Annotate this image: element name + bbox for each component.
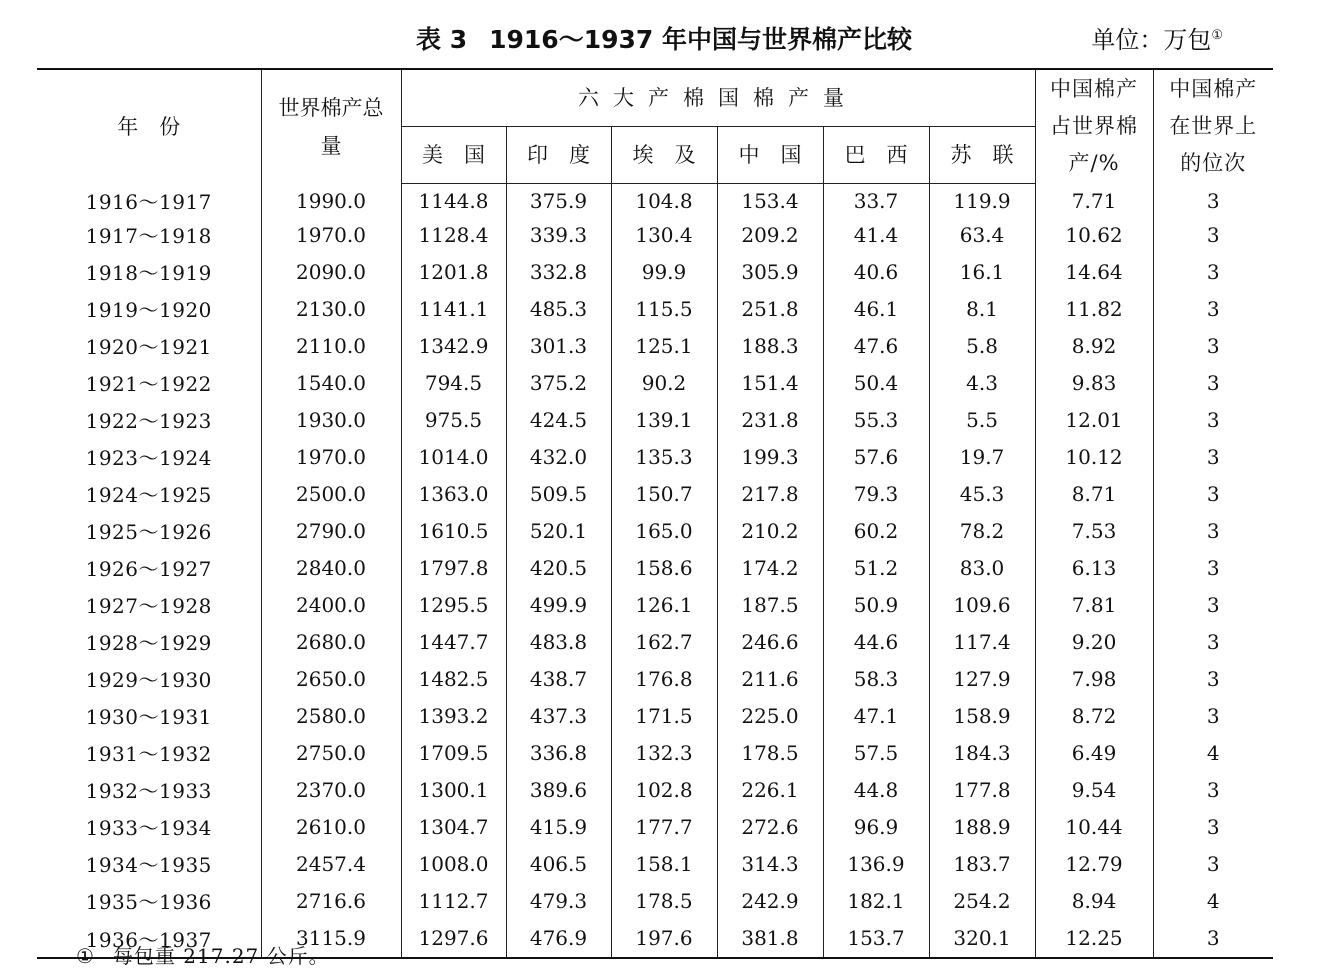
cell-china-share: 9.54 bbox=[1035, 771, 1153, 808]
cell-year: 1932～1933 bbox=[37, 771, 261, 808]
cell-ussr: 254.2 bbox=[929, 882, 1035, 919]
cell-usa: 1610.5 bbox=[401, 512, 506, 549]
unit-label bbox=[1091, 20, 1223, 55]
cell-egypt: 126.1 bbox=[611, 586, 717, 623]
cell-china: 225.0 bbox=[717, 697, 823, 734]
cell-year: 1936～1937 bbox=[37, 919, 261, 958]
cell-usa: 1393.2 bbox=[401, 697, 506, 734]
cell-ussr: 109.6 bbox=[929, 586, 1035, 623]
cell-india: 509.5 bbox=[506, 475, 611, 512]
cell-china-share: 9.83 bbox=[1035, 364, 1153, 401]
cell-year: 1933～1934 bbox=[37, 808, 261, 845]
cell-world-total: 3115.9 bbox=[261, 919, 401, 958]
cell-brazil: 50.9 bbox=[823, 586, 929, 623]
cell-ussr: 83.0 bbox=[929, 549, 1035, 586]
cell-china-share: 12.25 bbox=[1035, 919, 1153, 958]
cell-china-rank: 3 bbox=[1153, 438, 1273, 475]
cell-ussr: 183.7 bbox=[929, 845, 1035, 882]
table-row bbox=[37, 771, 1273, 808]
table-row bbox=[37, 734, 1273, 771]
cell-brazil: 51.2 bbox=[823, 549, 929, 586]
cell-world-total: 2610.0 bbox=[261, 808, 401, 845]
cell-egypt: 197.6 bbox=[611, 919, 717, 958]
cell-china-rank: 3 bbox=[1153, 697, 1273, 734]
cell-usa: 1297.6 bbox=[401, 919, 506, 958]
cell-year: 1934～1935 bbox=[37, 845, 261, 882]
header-china-rank: 中国棉产在世界上的位次 bbox=[1153, 69, 1273, 184]
cell-year: 1916～1917 bbox=[37, 184, 261, 217]
cell-ussr: 188.9 bbox=[929, 808, 1035, 845]
cell-brazil: 182.1 bbox=[823, 882, 929, 919]
cell-china-rank: 3 bbox=[1153, 771, 1273, 808]
cell-brazil: 47.1 bbox=[823, 697, 929, 734]
cell-egypt: 150.7 bbox=[611, 475, 717, 512]
table-number: 表 3 bbox=[416, 25, 468, 54]
cell-world-total: 1990.0 bbox=[261, 184, 401, 217]
cell-china-share: 14.64 bbox=[1035, 253, 1153, 290]
cell-india: 375.9 bbox=[506, 184, 611, 217]
header-country: 苏 联 bbox=[929, 127, 1035, 184]
table-row bbox=[37, 845, 1273, 882]
cell-china: 242.9 bbox=[717, 882, 823, 919]
cell-china-rank: 4 bbox=[1153, 734, 1273, 771]
cell-ussr: 184.3 bbox=[929, 734, 1035, 771]
cell-ussr: 127.9 bbox=[929, 660, 1035, 697]
table-row bbox=[37, 512, 1273, 549]
header-country: 埃 及 bbox=[611, 127, 717, 184]
cell-china-share: 6.13 bbox=[1035, 549, 1153, 586]
table-row bbox=[37, 184, 1273, 217]
cell-india: 476.9 bbox=[506, 919, 611, 958]
cell-world-total: 2750.0 bbox=[261, 734, 401, 771]
header-country: 巴 西 bbox=[823, 127, 929, 184]
table-row bbox=[37, 401, 1273, 438]
cell-brazil: 33.7 bbox=[823, 184, 929, 217]
cell-world-total: 2580.0 bbox=[261, 697, 401, 734]
cell-brazil: 57.6 bbox=[823, 438, 929, 475]
cell-china-share: 12.79 bbox=[1035, 845, 1153, 882]
cell-egypt: 176.8 bbox=[611, 660, 717, 697]
cell-brazil: 44.6 bbox=[823, 623, 929, 660]
cell-china-rank: 3 bbox=[1153, 475, 1273, 512]
cell-year: 1929～1930 bbox=[37, 660, 261, 697]
cell-world-total: 1540.0 bbox=[261, 364, 401, 401]
cell-egypt: 158.6 bbox=[611, 549, 717, 586]
cell-usa: 1112.7 bbox=[401, 882, 506, 919]
cell-china-share: 8.72 bbox=[1035, 697, 1153, 734]
cell-world-total: 2790.0 bbox=[261, 512, 401, 549]
cell-world-total: 2110.0 bbox=[261, 327, 401, 364]
cell-egypt: 177.7 bbox=[611, 808, 717, 845]
cell-egypt: 104.8 bbox=[611, 184, 717, 217]
cell-ussr: 177.8 bbox=[929, 771, 1035, 808]
cell-china-share: 10.44 bbox=[1035, 808, 1153, 845]
cell-india: 520.1 bbox=[506, 512, 611, 549]
table-row bbox=[37, 808, 1273, 845]
cell-brazil: 44.8 bbox=[823, 771, 929, 808]
cell-year: 1931～1932 bbox=[37, 734, 261, 771]
cell-brazil: 50.4 bbox=[823, 364, 929, 401]
cell-brazil: 153.7 bbox=[823, 919, 929, 958]
cell-china-rank: 3 bbox=[1153, 364, 1273, 401]
cell-china-share: 8.94 bbox=[1035, 882, 1153, 919]
cell-usa: 975.5 bbox=[401, 401, 506, 438]
header-country: 印 度 bbox=[506, 127, 611, 184]
cell-china-rank: 3 bbox=[1153, 586, 1273, 623]
cell-year: 1926～1927 bbox=[37, 549, 261, 586]
cell-china-share: 6.49 bbox=[1035, 734, 1153, 771]
cell-egypt: 132.3 bbox=[611, 734, 717, 771]
cell-egypt: 135.3 bbox=[611, 438, 717, 475]
cell-china-rank: 3 bbox=[1153, 327, 1273, 364]
cell-usa: 1144.8 bbox=[401, 184, 506, 217]
cell-year: 1918～1919 bbox=[37, 253, 261, 290]
cell-china-share: 11.82 bbox=[1035, 290, 1153, 327]
cell-egypt: 165.0 bbox=[611, 512, 717, 549]
cell-india: 332.8 bbox=[506, 253, 611, 290]
footnote-text: 每包重 217.27 公斤。 bbox=[112, 944, 330, 968]
cell-india: 420.5 bbox=[506, 549, 611, 586]
cell-ussr: 16.1 bbox=[929, 253, 1035, 290]
cell-egypt: 139.1 bbox=[611, 401, 717, 438]
cell-china: 151.4 bbox=[717, 364, 823, 401]
cell-china: 381.8 bbox=[717, 919, 823, 958]
cell-china-rank: 3 bbox=[1153, 184, 1273, 217]
cell-china: 153.4 bbox=[717, 184, 823, 217]
cell-world-total: 2650.0 bbox=[261, 660, 401, 697]
cell-china-rank: 3 bbox=[1153, 253, 1273, 290]
cell-usa: 1295.5 bbox=[401, 586, 506, 623]
cell-china-rank: 3 bbox=[1153, 401, 1273, 438]
cell-usa: 1300.1 bbox=[401, 771, 506, 808]
cell-ussr: 19.7 bbox=[929, 438, 1035, 475]
cell-year: 1927～1928 bbox=[37, 586, 261, 623]
cell-world-total: 2130.0 bbox=[261, 290, 401, 327]
cell-brazil: 47.6 bbox=[823, 327, 929, 364]
cell-usa: 1447.7 bbox=[401, 623, 506, 660]
cell-china: 178.5 bbox=[717, 734, 823, 771]
cell-ussr: 117.4 bbox=[929, 623, 1035, 660]
cell-world-total: 2840.0 bbox=[261, 549, 401, 586]
cell-brazil: 96.9 bbox=[823, 808, 929, 845]
cell-year: 1928～1929 bbox=[37, 623, 261, 660]
cell-year: 1925～1926 bbox=[37, 512, 261, 549]
cell-egypt: 115.5 bbox=[611, 290, 717, 327]
cell-brazil: 41.4 bbox=[823, 216, 929, 253]
cell-world-total: 2716.6 bbox=[261, 882, 401, 919]
cell-year: 1923～1924 bbox=[37, 438, 261, 475]
cell-india: 485.3 bbox=[506, 290, 611, 327]
cell-india: 437.3 bbox=[506, 697, 611, 734]
cell-china-rank: 4 bbox=[1153, 882, 1273, 919]
table-row bbox=[37, 364, 1273, 401]
cotton-production-table bbox=[37, 68, 1273, 959]
cell-india: 336.8 bbox=[506, 734, 611, 771]
cell-ussr: 158.9 bbox=[929, 697, 1035, 734]
cell-china-share: 7.81 bbox=[1035, 586, 1153, 623]
cell-china: 210.2 bbox=[717, 512, 823, 549]
cell-india: 479.3 bbox=[506, 882, 611, 919]
cell-world-total: 2400.0 bbox=[261, 586, 401, 623]
cell-china: 174.2 bbox=[717, 549, 823, 586]
cell-china-share: 7.98 bbox=[1035, 660, 1153, 697]
cell-brazil: 40.6 bbox=[823, 253, 929, 290]
header-country: 美 国 bbox=[401, 127, 506, 184]
cell-china-share: 7.71 bbox=[1035, 184, 1153, 217]
cell-usa: 1128.4 bbox=[401, 216, 506, 253]
cell-egypt: 125.1 bbox=[611, 327, 717, 364]
cell-china-rank: 3 bbox=[1153, 623, 1273, 660]
cell-china-rank: 3 bbox=[1153, 290, 1273, 327]
cell-ussr: 119.9 bbox=[929, 184, 1035, 217]
header-china-share: 中国棉产占世界棉产/% bbox=[1035, 69, 1153, 184]
cell-india: 499.9 bbox=[506, 586, 611, 623]
table-body bbox=[37, 184, 1273, 959]
cell-china-share: 10.62 bbox=[1035, 216, 1153, 253]
cell-usa: 1008.0 bbox=[401, 845, 506, 882]
cell-year: 1930～1931 bbox=[37, 697, 261, 734]
cell-brazil: 55.3 bbox=[823, 401, 929, 438]
cell-egypt: 90.2 bbox=[611, 364, 717, 401]
cell-usa: 1141.1 bbox=[401, 290, 506, 327]
cell-usa: 1342.9 bbox=[401, 327, 506, 364]
cell-india: 415.9 bbox=[506, 808, 611, 845]
header-world-total: 世界棉产总量 bbox=[261, 69, 401, 184]
cell-ussr: 5.8 bbox=[929, 327, 1035, 364]
cell-ussr: 4.3 bbox=[929, 364, 1035, 401]
cell-china: 211.6 bbox=[717, 660, 823, 697]
cell-china: 246.6 bbox=[717, 623, 823, 660]
cell-usa: 1363.0 bbox=[401, 475, 506, 512]
cell-china: 187.5 bbox=[717, 586, 823, 623]
cell-china-share: 8.92 bbox=[1035, 327, 1153, 364]
cell-egypt: 162.7 bbox=[611, 623, 717, 660]
cell-ussr: 8.1 bbox=[929, 290, 1035, 327]
cell-year: 1919～1920 bbox=[37, 290, 261, 327]
cell-china-share: 10.12 bbox=[1035, 438, 1153, 475]
footnote bbox=[76, 940, 330, 969]
cell-world-total: 1970.0 bbox=[261, 438, 401, 475]
cell-usa: 1709.5 bbox=[401, 734, 506, 771]
cell-world-total: 2090.0 bbox=[261, 253, 401, 290]
cell-egypt: 102.8 bbox=[611, 771, 717, 808]
cell-usa: 794.5 bbox=[401, 364, 506, 401]
cell-year: 1935～1936 bbox=[37, 882, 261, 919]
cell-china: 209.2 bbox=[717, 216, 823, 253]
cell-world-total: 1930.0 bbox=[261, 401, 401, 438]
table-row bbox=[37, 327, 1273, 364]
cell-china-share: 9.20 bbox=[1035, 623, 1153, 660]
cell-india: 301.3 bbox=[506, 327, 611, 364]
cell-egypt: 171.5 bbox=[611, 697, 717, 734]
cell-china: 199.3 bbox=[717, 438, 823, 475]
table-row bbox=[37, 697, 1273, 734]
cell-india: 483.8 bbox=[506, 623, 611, 660]
cell-brazil: 57.5 bbox=[823, 734, 929, 771]
cell-india: 375.2 bbox=[506, 364, 611, 401]
cell-india: 438.7 bbox=[506, 660, 611, 697]
cell-china: 231.8 bbox=[717, 401, 823, 438]
cell-world-total: 1970.0 bbox=[261, 216, 401, 253]
cell-brazil: 60.2 bbox=[823, 512, 929, 549]
table-row bbox=[37, 475, 1273, 512]
cell-usa: 1201.8 bbox=[401, 253, 506, 290]
unit-text: 单位：万包 bbox=[1091, 26, 1212, 54]
footnote-mark: ① bbox=[76, 944, 95, 968]
cell-china-share: 8.71 bbox=[1035, 475, 1153, 512]
table-row bbox=[37, 253, 1273, 290]
cell-usa: 1014.0 bbox=[401, 438, 506, 475]
cell-china: 226.1 bbox=[717, 771, 823, 808]
table-row bbox=[37, 660, 1273, 697]
cell-china: 251.8 bbox=[717, 290, 823, 327]
header-year: 年 份 bbox=[37, 69, 261, 184]
header-six-countries: 六大产棉国棉产量 bbox=[401, 69, 1035, 127]
cell-china: 305.9 bbox=[717, 253, 823, 290]
table-title-text: 1916～1937 年中国与世界棉产比较 bbox=[489, 25, 912, 54]
cell-world-total: 2500.0 bbox=[261, 475, 401, 512]
cell-egypt: 99.9 bbox=[611, 253, 717, 290]
cell-brazil: 79.3 bbox=[823, 475, 929, 512]
cell-china: 272.6 bbox=[717, 808, 823, 845]
cell-china-rank: 3 bbox=[1153, 660, 1273, 697]
table-row bbox=[37, 623, 1273, 660]
cell-egypt: 158.1 bbox=[611, 845, 717, 882]
cell-ussr: 320.1 bbox=[929, 919, 1035, 958]
cell-china: 314.3 bbox=[717, 845, 823, 882]
header-country: 中 国 bbox=[717, 127, 823, 184]
cell-year: 1920～1921 bbox=[37, 327, 261, 364]
cell-year: 1917～1918 bbox=[37, 216, 261, 253]
cell-egypt: 130.4 bbox=[611, 216, 717, 253]
table-row bbox=[37, 882, 1273, 919]
cell-usa: 1304.7 bbox=[401, 808, 506, 845]
unit-footnote-mark: ① bbox=[1211, 28, 1223, 43]
table-row bbox=[37, 438, 1273, 475]
cell-year: 1921～1922 bbox=[37, 364, 261, 401]
cell-brazil: 136.9 bbox=[823, 845, 929, 882]
cell-china-rank: 3 bbox=[1153, 216, 1273, 253]
cell-ussr: 5.5 bbox=[929, 401, 1035, 438]
cell-ussr: 78.2 bbox=[929, 512, 1035, 549]
cell-usa: 1797.8 bbox=[401, 549, 506, 586]
cell-china-share: 7.53 bbox=[1035, 512, 1153, 549]
cell-china: 217.8 bbox=[717, 475, 823, 512]
cell-usa: 1482.5 bbox=[401, 660, 506, 697]
cell-india: 389.6 bbox=[506, 771, 611, 808]
cell-world-total: 2457.4 bbox=[261, 845, 401, 882]
cell-year: 1922～1923 bbox=[37, 401, 261, 438]
cell-china-rank: 3 bbox=[1153, 549, 1273, 586]
cell-china-rank: 3 bbox=[1153, 512, 1273, 549]
cell-egypt: 178.5 bbox=[611, 882, 717, 919]
cell-china-rank: 3 bbox=[1153, 808, 1273, 845]
cell-ussr: 45.3 bbox=[929, 475, 1035, 512]
table-row bbox=[37, 549, 1273, 586]
cell-india: 432.0 bbox=[506, 438, 611, 475]
cell-china-rank: 3 bbox=[1153, 919, 1273, 958]
cell-china-rank: 3 bbox=[1153, 845, 1273, 882]
cell-world-total: 2370.0 bbox=[261, 771, 401, 808]
cell-china-share: 12.01 bbox=[1035, 401, 1153, 438]
cell-brazil: 46.1 bbox=[823, 290, 929, 327]
cell-year: 1924～1925 bbox=[37, 475, 261, 512]
cell-india: 424.5 bbox=[506, 401, 611, 438]
table-row bbox=[37, 586, 1273, 623]
cell-china: 188.3 bbox=[717, 327, 823, 364]
cell-india: 339.3 bbox=[506, 216, 611, 253]
cell-ussr: 63.4 bbox=[929, 216, 1035, 253]
cell-india: 406.5 bbox=[506, 845, 611, 882]
table-row bbox=[37, 290, 1273, 327]
table-row bbox=[37, 216, 1273, 253]
cell-world-total: 2680.0 bbox=[261, 623, 401, 660]
cell-brazil: 58.3 bbox=[823, 660, 929, 697]
